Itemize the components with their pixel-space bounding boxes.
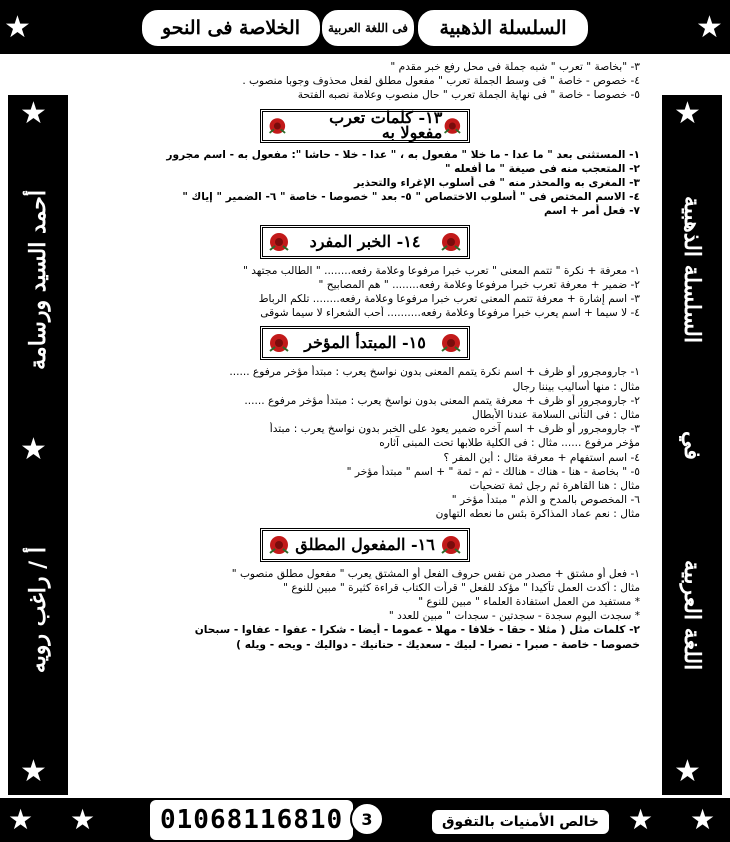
section-16-line: * سجدت اليوم سجدة - سجدتين - سجدات " مبين للعدد " — [388, 610, 640, 623]
section-13-title-box — [260, 109, 470, 143]
header-left-title: الخلاصة فى النحو — [140, 8, 322, 48]
star-icon: ★ — [674, 754, 701, 789]
section-16-line: خصوصا - خاصة - صبرا - نصرا - لبيك - سعديك - حنانيك - دواليك - ويحه - ويله ) — [236, 638, 640, 651]
rose-icon — [442, 114, 463, 138]
star-icon: ★ — [20, 96, 47, 131]
section-14-line: ٣- اسم إشارة + معرفة تتمم المعنى تعرب خبرا مرفوعا وعلامة رفعه........ تلكم الرباط — [258, 293, 640, 306]
section-14-line: ٤- لا سيما + اسم يعرب خبرا مرفوعا وعلامة رفعه.......... أحب الشعراء لا سيما شوقى — [260, 307, 640, 320]
rose-icon — [439, 533, 463, 557]
left-sidebar-top-text: أحمد السيد ورسامة — [25, 190, 51, 370]
left-sidebar-bottom — [8, 475, 68, 745]
section-14-line: ١- معرفة + نكرة " تتمم المعنى " تعرب خبرا مرفوعا وعلامة رفعه........ " الطالب مجتهد " — [242, 264, 640, 277]
section-16-title-box — [260, 528, 470, 562]
section-15-line: ١- جارومجرور أو ظرف + اسم نكرة يتمم المعنى بدون نواسخ يعرب : مبتدأ مؤخر مرفوع ...... — [229, 366, 640, 379]
star-icon: ★ — [674, 96, 701, 131]
phone-number: 01068116810 — [150, 800, 353, 840]
left-sidebar-bottom-text: أ / راغب رويه — [25, 546, 51, 674]
page-number: 3 — [350, 802, 384, 836]
section-16-line: ٢- كلمات مثل ( مثلا - حقا - خلافا - مهلا - عموما - أيضا - شكرا - عفوا - عفاوا - سبحان — [194, 624, 640, 637]
right-sidebar — [662, 95, 722, 795]
rose-icon — [267, 533, 291, 557]
star-icon: ★ — [696, 10, 723, 45]
star-icon: ★ — [20, 754, 47, 789]
section-15-line: ٣- جارومجرور أو ظرف + اسم آخره ضمير يعود على الخبر بدون نواسخ يعرب : مبتدأ — [269, 423, 640, 436]
intro-line: ٣- "بخاصة " تعرب " شبه جملة فى محل رفع خبر مقدم " — [390, 61, 640, 73]
section-16-example: مثال : أكدت العمل تأكيدا " مؤكد للفعل " قرأت الكتاب قراءة كثيرة " مبين للنوع " — [283, 581, 640, 594]
section-15-example: مثال : منها أساليب بيننا رجال — [512, 380, 640, 393]
intro-line: ٤- خصوص - خاصة " فى وسط الجملة تعرب " مفعول مطلق لفعل محذوف وجوبا منصوب . — [242, 75, 640, 88]
right-sidebar-top-text: السلسلة الذهبية — [679, 196, 705, 344]
page-content — [90, 60, 640, 652]
section-15-line: ٤- اسم استفهام + معرفة مثال : أين المفر ؟ — [443, 451, 640, 464]
section-15-title-box — [260, 326, 470, 360]
rose-icon — [439, 331, 463, 355]
right-sidebar-mid — [662, 415, 722, 475]
section-14-title: ١٤- الخبر المفرد — [309, 231, 421, 251]
section-15-example: مثال : هنا القاهرة ثم رجل ثمة تضحيات — [469, 480, 640, 493]
right-sidebar-bottom — [662, 485, 722, 745]
left-sidebar-top — [8, 135, 68, 425]
footer-slogan: خالص الأمنيات بالتفوق — [432, 810, 609, 834]
rose-icon — [267, 114, 288, 138]
left-sidebar — [8, 95, 68, 795]
section-13-line: ١- المستثنى بعد " ما عدا - ما خلا " مفعول به ، " عدا - خلا - حاشا ": مفعول به - اسم مجرور — [166, 148, 640, 161]
star-icon: ★ — [8, 803, 34, 836]
section-16-line: * مستفيد من العمل استفادة العلماء " مبين للنوع " — [418, 596, 640, 609]
section-15-line: ٦- المخصوص بالمدح و الذم " مبتدأ مؤخر " — [451, 494, 640, 507]
header-right-title: السلسلة الذهبية — [416, 8, 590, 48]
section-15-example: مؤخر مرفوع ...... مثال : فى الكلية طلابها تحت المبنى آثاره — [379, 437, 640, 450]
star-icon: ★ — [70, 803, 96, 836]
header-center-title: فى اللغة العربية — [320, 8, 416, 48]
right-sidebar-top — [662, 135, 722, 405]
star-icon: ★ — [4, 10, 31, 45]
section-15-line: ٥- " بخاصة - هنا - هناك - هنالك - ثم - ثمة " + اسم " مبتدأ مؤخر " — [346, 465, 640, 478]
header-bar — [0, 0, 730, 54]
intro-line: ٥- خصوصا - خاصة " فى نهاية الجملة تعرب " حال منصوب وعلامة نصبه الفتحة — [297, 89, 640, 102]
section-15-example: مثال : نعم عماد المذاكرة بئس ما نعطه التهاون — [435, 508, 640, 521]
star-icon: ★ — [690, 803, 716, 836]
section-13-line: ٣- المغرى به والمحذر منه " فى أسلوب الإغراء والتحذير — [354, 177, 640, 190]
section-13-line: ٧- فعل أمر + اسم — [543, 205, 640, 218]
section-16-line: ١- فعل أو مشتق + مصدر من نفس حروف الفعل أو المشتق يعرب " مفعول مطلق منصوب " — [231, 567, 640, 580]
section-16-title: ١٦- المفعول المطلق — [295, 534, 435, 554]
right-sidebar-mid-text: في — [679, 430, 705, 460]
section-13-title: ١٣- كلمات تعرب مفعولا به — [329, 108, 443, 142]
section-14-line: ٢- ضمير + معرفة تعرب خبرا مرفوعا وعلامة رفعه........ " هم المصابيح " — [318, 278, 640, 291]
section-15-title: ١٥- المبتدأ المؤخر — [304, 333, 426, 353]
section-13-line: ٢- المتعجب منه فى صيغة " ما أفعله " — [444, 162, 640, 175]
right-sidebar-bottom-text: اللغة العربية — [679, 559, 705, 671]
rose-icon — [267, 331, 291, 355]
rose-icon — [267, 230, 291, 254]
star-icon: ★ — [20, 432, 47, 467]
section-14-title-box — [260, 225, 470, 259]
section-15-line: ٢- جارومجرور أو ظرف + معرفة يتمم المعنى بدون نواسخ يعرب : مبتدأ مؤخر مرفوع ...... — [244, 394, 640, 407]
footer-bar — [0, 798, 730, 842]
star-icon: ★ — [628, 803, 654, 836]
section-15-example: مثال : فى التأنى السلامة عندنا الأبطال — [472, 409, 640, 422]
section-13-line: ٤- الاسم المختص فى " أسلوب الاختصاص " ٥- بعد " خصوصا - خاصة " ٦- الضمير " إياك " — [182, 191, 640, 204]
rose-icon — [439, 230, 463, 254]
